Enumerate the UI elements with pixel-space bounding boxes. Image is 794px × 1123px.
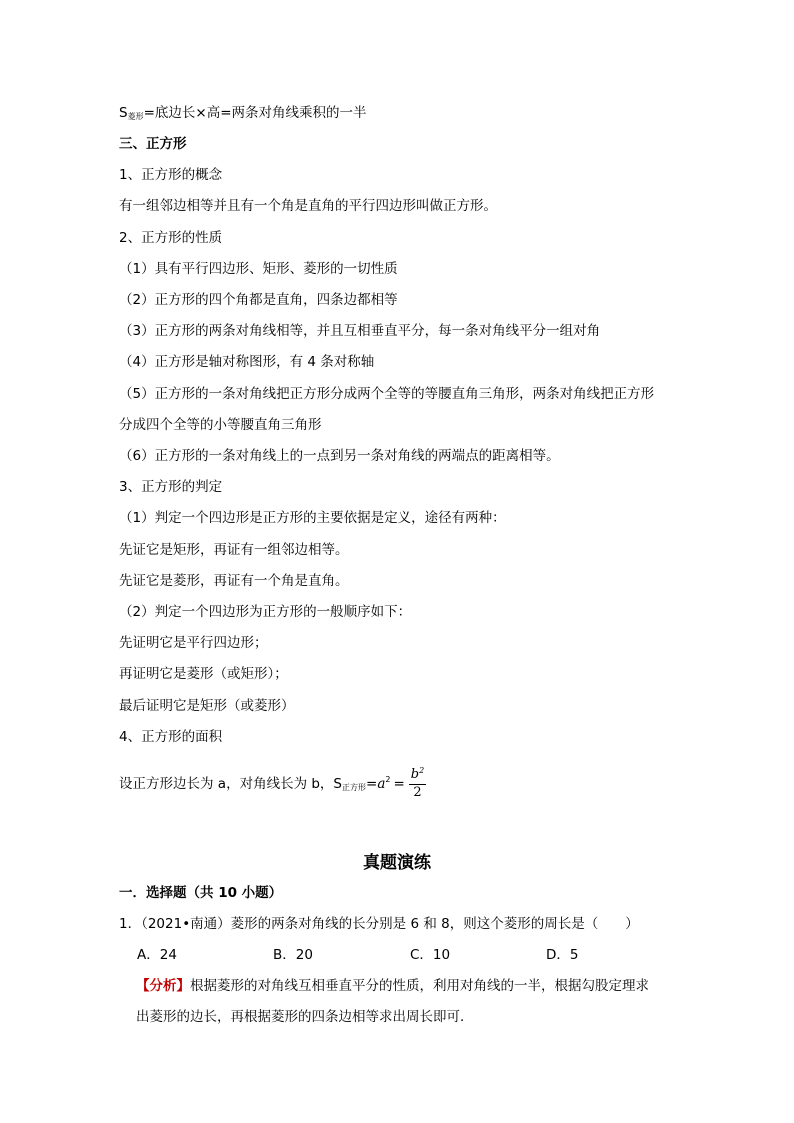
judgement-item: 先证它是菱形，再证有一个角是直角。 [119,573,349,589]
analysis-line-1: 【分析】根据菱形的对角线互相垂直平分的性质，利用对角线的一半，根据勾股定理求 [136,978,649,994]
judgement-item: 最后证明它是矩形（或菱形） [119,698,295,714]
practice-title: 真题演练 [363,853,431,873]
judgement-item: （2）判定一个四边形为正方形的一般顺序如下： [119,604,412,620]
judgement-item: 再证明它是菱形（或矩形）； [119,666,288,682]
judgement-heading: 3、正方形的判定 [119,479,223,495]
side-exponent: 2 [385,775,391,784]
judgement-item: （1）判定一个四边形是正方形的主要依据是定义，途径有两种： [119,510,506,526]
concept-text: 有一组邻边相等并且有一个角是直角的平行四边形叫做正方形。 [119,198,497,214]
judgement-item: 先证明它是平行四边形； [119,635,268,651]
area-fraction [409,767,426,801]
properties-heading: 2、正方形的性质 [119,230,223,246]
fraction-numerator: b [410,767,420,782]
property-item: （6）正方形的一条对角线上的一点到另一条对角线的两端点的距离相等。 [119,448,560,464]
rhombus-area-line: S菱形=底边长×高=两条对角线乘积的一半 [119,105,367,121]
property-item: 分成四个全等的小等腰直角三角形 [119,417,322,433]
square-subscript: 正方形 [342,783,366,792]
option-c: C．10 [410,947,451,963]
question-section-heading: 一．选择题（共 10 小题） [119,885,283,901]
fraction-denominator: 2 [413,785,422,800]
property-item: （4）正方形是轴对称图形，有 4 条对称轴 [119,354,375,370]
property-item: （1）具有平行四边形、矩形、菱形的一切性质 [119,261,398,277]
option-b: B．20 [273,947,313,963]
section-heading: 三、正方形 [119,136,187,152]
numerator-exponent: 2 [419,766,425,775]
analysis-tag: 【分析】 [136,978,190,994]
question-1: 1．（2021•南通）菱形的两条对角线的长分别是 6 和 8，则这个菱形的周长是（ ） [119,916,639,932]
side-variable: a [377,776,386,792]
property-item: （2）正方形的四个角都是直角，四条边都相等 [119,292,398,308]
judgement-item: 先证它是矩形，再证有一组邻边相等。 [119,542,349,558]
concept-heading: 1、正方形的概念 [119,167,223,183]
property-item: （5）正方形的一条对角线把正方形分成两个全等的等腰直角三角形，两条对角线把正方形 [119,386,655,402]
area-heading: 4、正方形的面积 [119,729,223,745]
area-formula: 设正方形边长为 a，对角线长为 b，S正方形$=a^2$ = $\frac{b^2}{2}$ [119,766,425,800]
rhombus-subscript: 菱形 [127,112,144,121]
option-a: A．24 [137,947,177,963]
analysis-line-2: 出菱形的边长，再根据菱形的四条边相等求出周长即可． [136,1009,474,1025]
property-item: （3）正方形的两条对角线相等，并且互相垂直平分，每一条对角线平分一组对角 [119,323,601,339]
option-d: D．5 [546,947,579,963]
